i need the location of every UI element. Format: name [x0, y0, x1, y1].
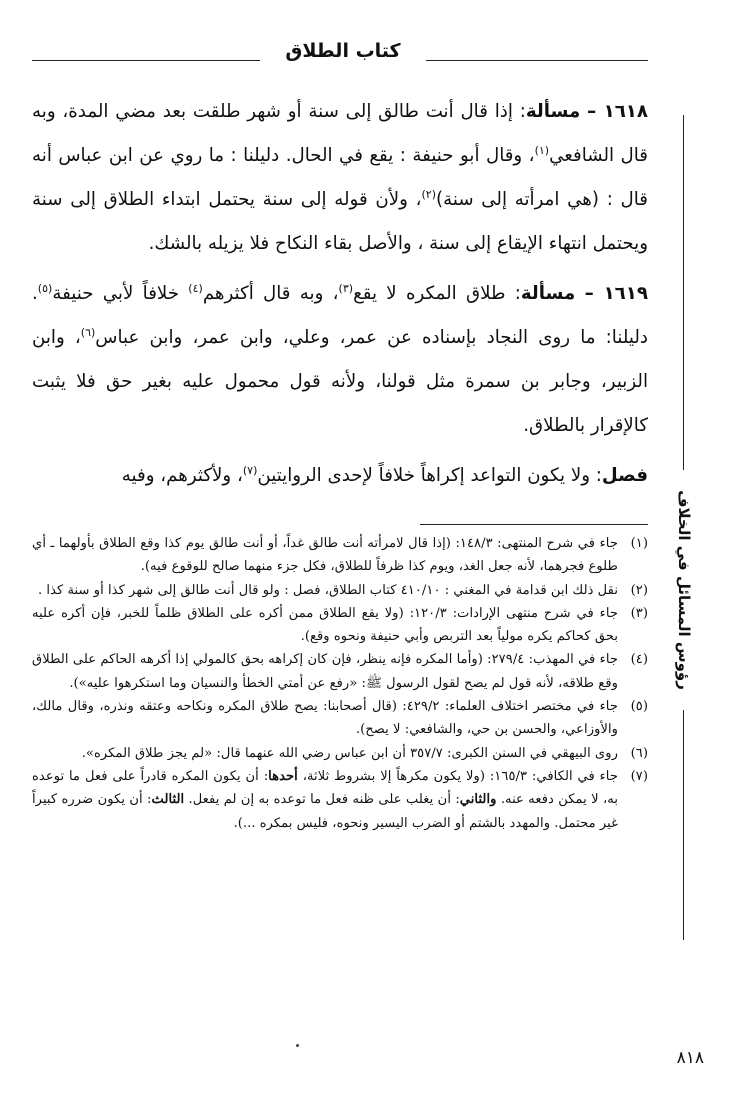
- footnote-3: [32, 602, 648, 649]
- footnote-number: (٧): [630, 768, 648, 784]
- footnote-text: جاء في مختصر اختلاف العلماء: ٤٢٩/٢: (قال أصحابنا: يصح طلاق المكره ونكاحه وعتقه ونذره، وقال مالك، والأوزاعي، والحسن بن حي، والشافعي: لا يصح).: [32, 699, 618, 738]
- masala-text: خلافاً لأبي حنيفة: [52, 283, 189, 304]
- fasl-keyword: فصل: [601, 465, 648, 486]
- footnote-ref-3: (٣): [338, 281, 354, 295]
- main-text: [32, 90, 648, 498]
- side-column: [664, 60, 704, 940]
- footnotes-separator: [420, 524, 648, 525]
- side-rule-bottom: [683, 710, 684, 940]
- footnote-5: [32, 695, 648, 742]
- footnote-7: [32, 765, 648, 835]
- footnote-number: (٦): [630, 745, 648, 761]
- masala-text: ، وبه قال أكثرهم: [202, 283, 339, 304]
- footnote-number: (٥): [630, 699, 648, 715]
- footnote-segment: : أن يكون المكره قادراً على فعل ما توعده به، لا يمكن دفعه عنه.: [32, 768, 618, 808]
- side-rule-top: [683, 115, 684, 470]
- footnote-ref-6: (٦): [80, 325, 96, 339]
- footnote-keyword: والثاني: [459, 792, 497, 808]
- masala-number: ١٦١٩ –: [584, 283, 648, 304]
- footnote-segment: : أن يكون ضرره كبيراً غير محتمل. والمهدد بالشتم أو الضرب اليسير ونحوه، فليس بمكره ...).: [32, 792, 618, 831]
- masala-text: : طلاق المكره لا يقع: [353, 283, 521, 304]
- footnote-ref-7: (٧): [242, 463, 258, 477]
- footnote-1: [32, 532, 648, 579]
- masala-keyword: مسألة: [520, 283, 576, 304]
- header-rule-right: [426, 60, 648, 61]
- running-header-title: كتاب الطلاق: [285, 40, 401, 62]
- footnote-number: (٤): [630, 652, 648, 668]
- masala-text: : إذا قال أنت طالق إلى سنة أو شهر طلقت بعد مضي المدة، وبه قال الشافعي: [32, 101, 648, 166]
- footnote-ref-2: (٢): [421, 187, 436, 201]
- masala-number: ١٦١٨ –: [587, 101, 648, 122]
- page-number: ٨١٨: [676, 1048, 704, 1068]
- footnote-number: (١): [630, 536, 648, 551]
- print-mark: [296, 1044, 299, 1047]
- footnote-segment: : أن يغلب على ظنه فعل ما توعده به إن لم يفعل.: [184, 792, 460, 808]
- footnote-text: جاء في المهذب: ٢٧٩/٤: (وأما المكره فإنه ينظر، فإن كان إكراهه بحق كالمولي إذا أكرهه الحاكم على الطلاق وقع طلاقه، لأنه قول لم يصح لقول الرسول ﷺ: «رفع عن أمتي الخطأ والنسيان وما استكرهوا عليه»).: [32, 652, 618, 691]
- footnote-ref-5: (٥): [37, 281, 53, 295]
- footnotes: [32, 532, 648, 835]
- masala-text: ، وابن الزبير، وجابر بن سمرة مثل قولنا، ولأنه قول محمول عليه بغير حق فلا يثبت كالإقرار بالطلاق.: [32, 327, 648, 436]
- masala-1619: [32, 272, 648, 448]
- footnote-ref-4: (٤): [188, 281, 203, 295]
- footnote-keyword: الثالث: [151, 792, 185, 808]
- masala-text: ، ولأن قوله إلى سنة يحتمل ابتداء الطلاق إلى سنة ويحتمل انتهاء الإيقاع إلى سنة ، والأصل بقاء النكاح فلا يزيله بالشك.: [32, 189, 648, 254]
- footnote-number: (٣): [630, 605, 648, 621]
- masala-1618: [32, 90, 648, 266]
- footnote-4: [32, 648, 648, 695]
- header-rule-left: [32, 60, 260, 61]
- fasl-text: : ولا يكون التواعد إكراهاً خلافاً لإحدى الروايتين: [257, 465, 602, 486]
- footnote-text: جاء في شرح منتهى الإرادات: ١٢٠/٣: (ولا يقع الطلاق ممن أكره على الطلاق ظلماً للخبر، فإن أكره عليه بحق كحاكم يكره مولياً بعد التربص وأبي حنيفة ونحوه وقع).: [32, 605, 618, 645]
- fasl-paragraph: [32, 454, 648, 498]
- footnote-6: [32, 742, 648, 765]
- fasl-text: ، ولأكثرهم، وفيه: [121, 465, 243, 486]
- footnote-ref-1: (١): [534, 143, 550, 157]
- footnote-2: [32, 579, 648, 602]
- masala-text: . دليلنا: ما روى النجاد بإسناده عن عمر، وعلي، وابن عمر، وابن عباس: [32, 283, 648, 348]
- side-book-title-text: رؤوس المسائل في الخلاف: [675, 490, 694, 690]
- footnote-segment: جاء في الكافي: ١٦٥/٣: (ولا يكون مكرهاً إلا بشروط ثلاثة،: [297, 768, 618, 784]
- footnote-keyword: أحدها: [268, 768, 298, 784]
- footnote-text: نقل ذلك ابن قدامة في المغني : ٤١٠/١٠ كتاب الطلاق، فصل : ولو قال أنت طالق إلى شهر كذا أو سنة كذا .: [38, 582, 618, 598]
- masala-text: ، وقال أبو حنيفة : يقع في الحال. دليلنا : ما روي عن ابن عباس أنه قال : (هي امرأته إلى سنة): [32, 145, 648, 210]
- footnote-text: روى البيهقي في السنن الكبرى: ٣٥٧/٧ أن ابن عباس رضي الله عنهما قال: «لم يجز طلاق المكره».: [81, 745, 618, 761]
- masala-keyword: مسألة: [525, 101, 581, 122]
- footnote-text: [32, 765, 618, 835]
- footnote-text: جاء في شرح المنتهى: ١٤٨/٣: (إذا قال لامرأته أنت طالق غداً، أو أنت طالق يوم كذا وقع الطلاق بأولهما ـ أي طلوع فجرهما، لأنه جعل الغد، ويوم كذا ظرفاً للطلاق، فكل جزء منهما صالح للوقوع فيه).: [32, 536, 618, 575]
- footnote-number: (٢): [630, 582, 648, 598]
- side-book-title: [664, 480, 704, 700]
